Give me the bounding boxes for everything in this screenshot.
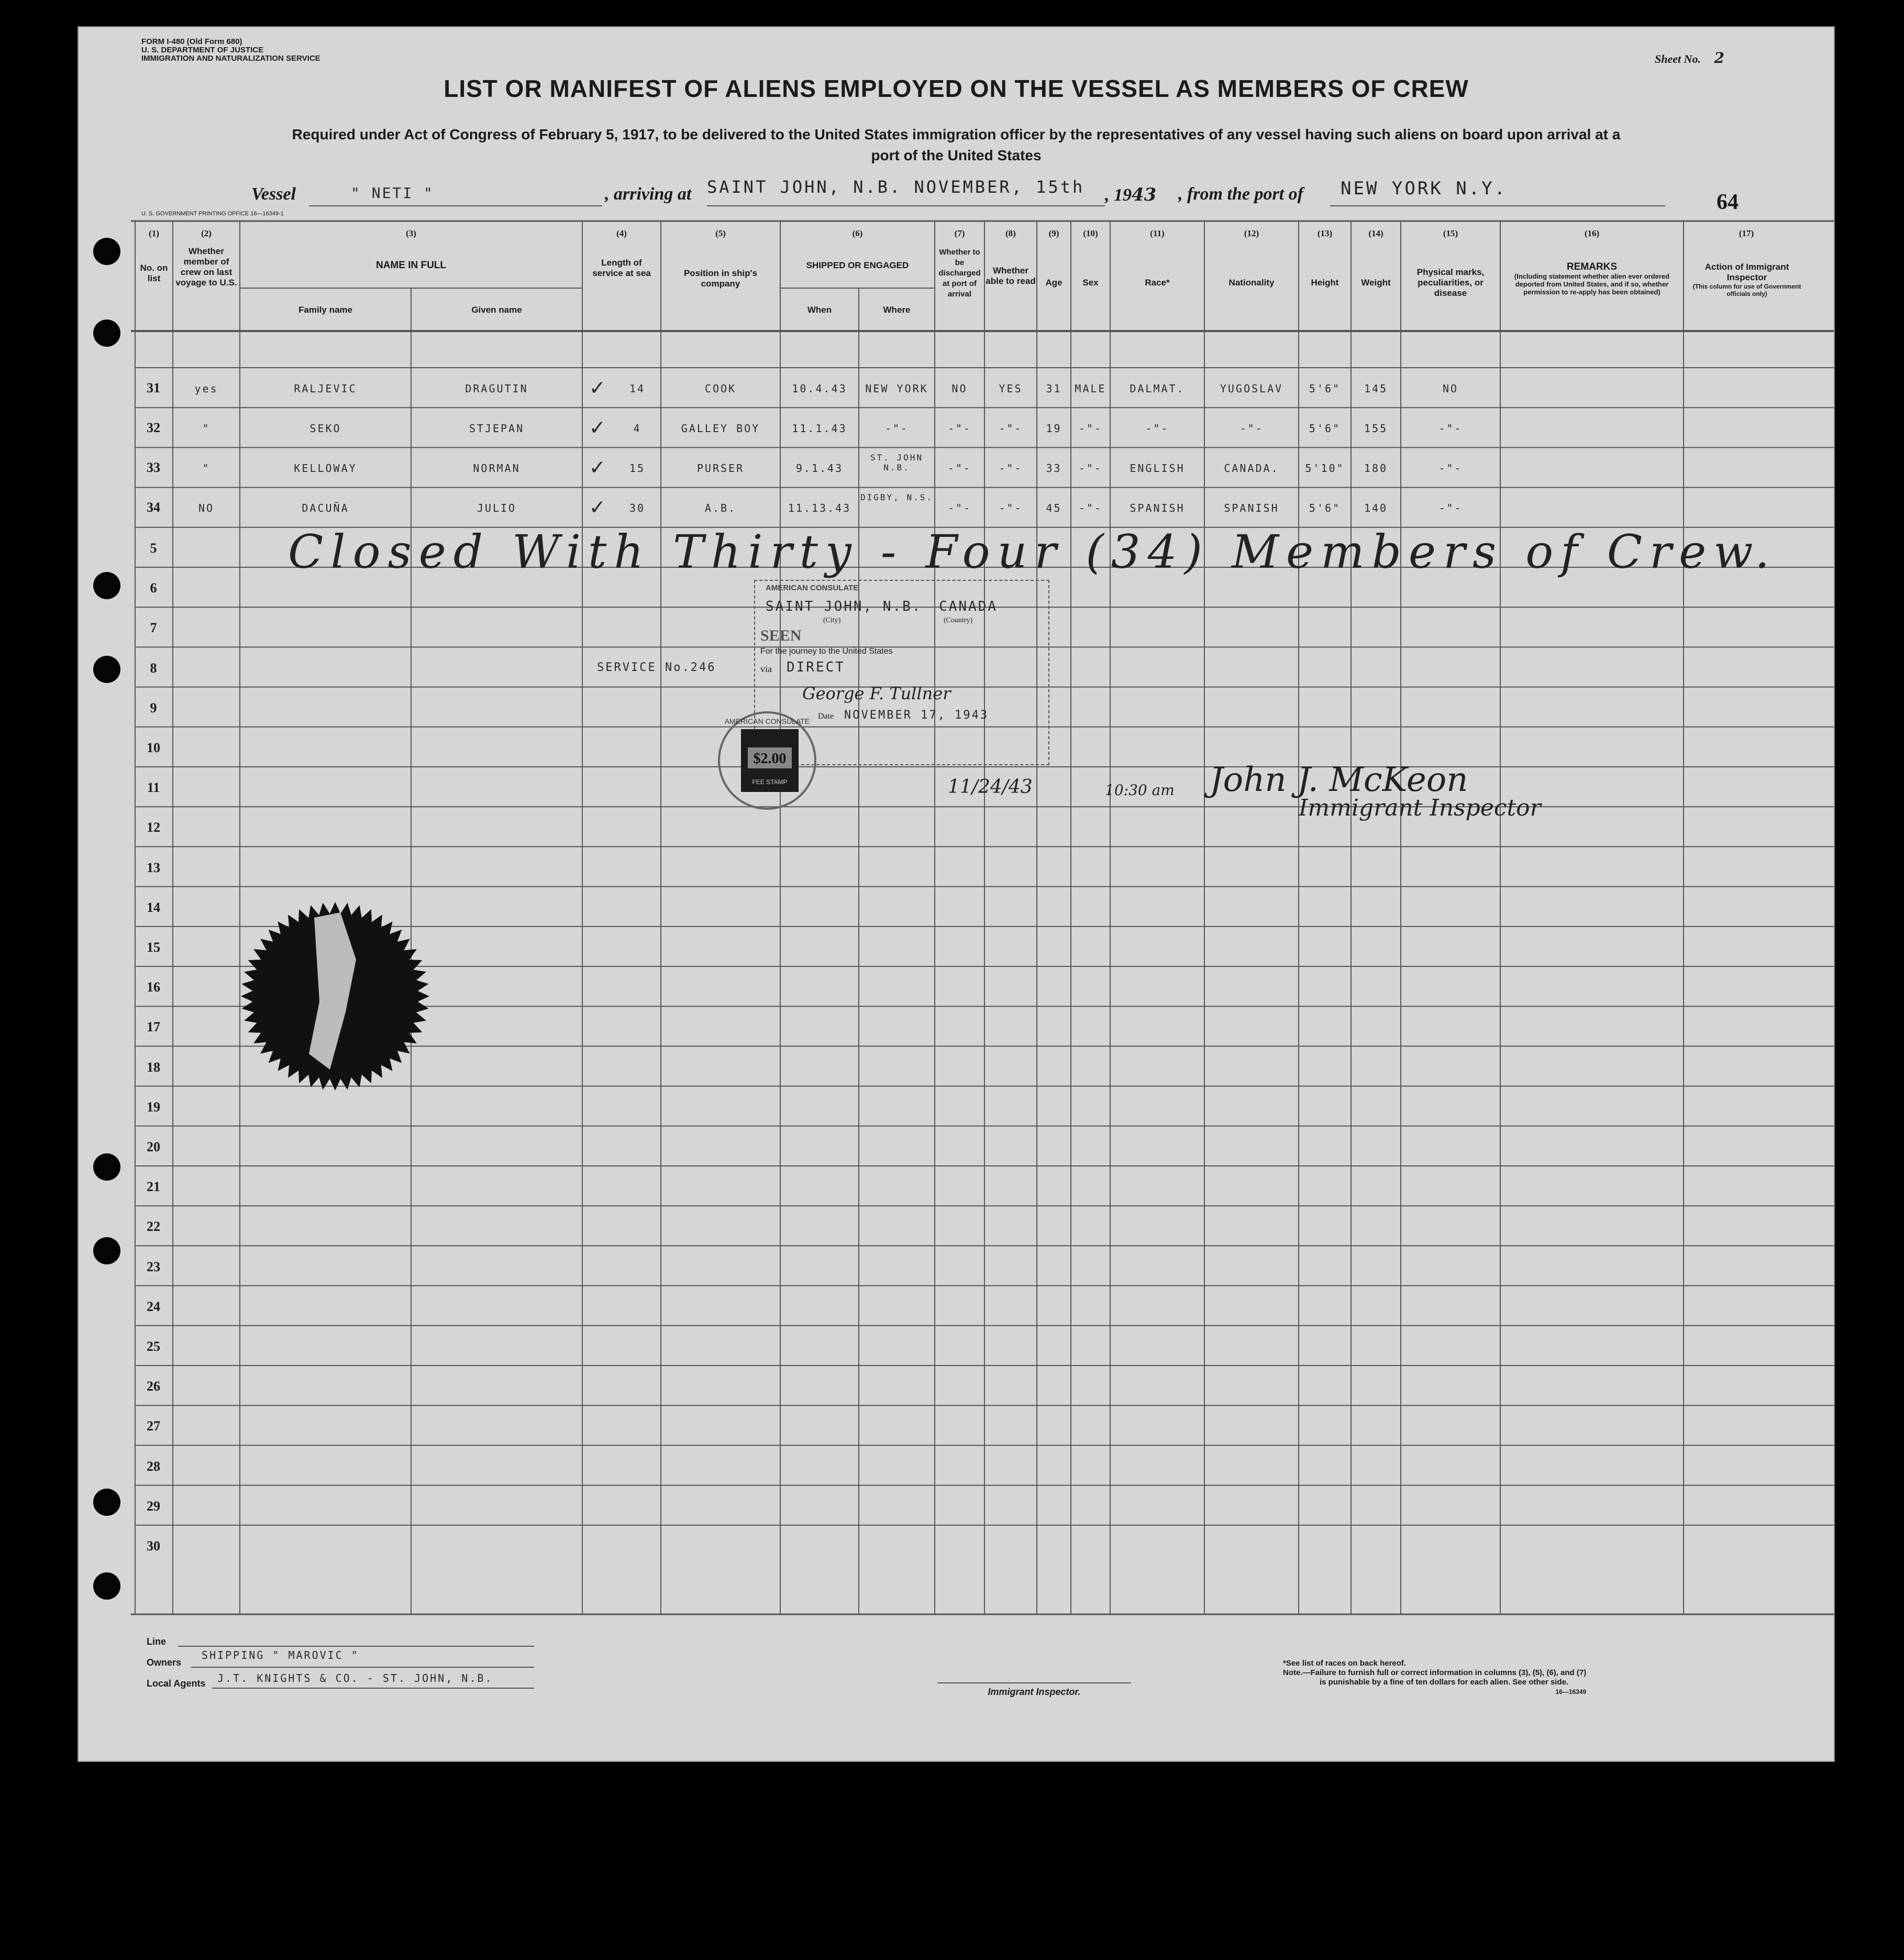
- cell-race: -"-: [1145, 422, 1169, 435]
- footer-agents-label: Local Agents: [147, 1678, 206, 1689]
- row-number: 5: [150, 541, 157, 556]
- manifest-sheet: [78, 26, 1835, 1762]
- col-header-where: Where: [883, 305, 911, 315]
- col-header-height: Height: [1311, 278, 1339, 288]
- row-number: 31: [147, 380, 160, 395]
- col-header-no: No. on list: [140, 263, 168, 283]
- cell-where: DIGBY, N.S.: [860, 492, 933, 502]
- row-number: 15: [147, 940, 160, 955]
- stamp-seen: SEEN: [760, 627, 802, 644]
- cell-age: 31: [1046, 382, 1062, 395]
- row-number: 7: [150, 620, 157, 636]
- page-number: 64: [1717, 190, 1739, 214]
- cell-family: SEKO: [309, 422, 341, 435]
- col-num: (2): [201, 228, 212, 238]
- cell-height: 5'6": [1309, 382, 1341, 395]
- cell-prior: ": [202, 422, 211, 435]
- col-num: (13): [1317, 228, 1333, 238]
- row-number: 13: [147, 860, 160, 875]
- inspector-signature: John J. McKeon: [1210, 761, 1468, 799]
- cell-given: NORMAN: [473, 462, 521, 475]
- cell-position: GALLEY BOY: [681, 422, 760, 435]
- cell-discharged: NO: [951, 382, 968, 395]
- col-header-remarks: REMARKS (Including statement whether alien ever ordered deported from United States, and if so, whether permission to re-apply has been obtained): [1514, 261, 1670, 296]
- row-number: 14: [147, 899, 160, 915]
- col-num: (12): [1244, 228, 1259, 238]
- cell-position: PURSER: [696, 462, 745, 475]
- cell-marks: -"-: [1438, 502, 1463, 514]
- cell-weight: 155: [1364, 422, 1388, 435]
- cell-where: ST. JOHN N.B.: [870, 453, 924, 472]
- cell-prior: ": [202, 462, 211, 475]
- cell-read: -"-: [999, 422, 1023, 435]
- cell-age: 33: [1046, 462, 1062, 475]
- cell-family: DACUÑA: [302, 502, 349, 514]
- cell-read: -"-: [999, 462, 1023, 475]
- printing-office: U. S. GOVERNMENT PRINTING OFFICE 16—16349-1: [141, 211, 284, 217]
- row-number: 8: [150, 660, 157, 676]
- cell-where: -"-: [884, 422, 909, 435]
- cell-discharged: -"-: [947, 502, 972, 514]
- row-number: 29: [147, 1498, 160, 1514]
- svg-text:AMERICAN CONSULATE: AMERICAN CONSULATE: [724, 717, 810, 725]
- cell-where: NEW YORK: [865, 382, 928, 395]
- col-header-marks: Physical marks, peculiarities, or disease: [1416, 267, 1485, 298]
- from-label: , from the port of: [1178, 184, 1303, 204]
- cell-sex: -"-: [1078, 502, 1103, 514]
- col-header-nationality: Nationality: [1228, 278, 1275, 288]
- col-header-given-name: Given name: [471, 305, 522, 315]
- svg-text:$2.00: $2.00: [753, 751, 787, 767]
- cell-when: 9.1.43: [795, 462, 844, 475]
- closing-note: Closed With Thirty - Four (34) Members of Crew.: [288, 525, 1777, 579]
- cell-check: ✓: [590, 414, 606, 441]
- cell-when: 11.13.43: [788, 502, 851, 514]
- vessel-label: Vessel: [251, 184, 296, 204]
- cell-age: 45: [1046, 502, 1062, 514]
- row-number: 9: [150, 700, 157, 715]
- cell-sex: -"-: [1078, 462, 1103, 475]
- col-header-when: When: [807, 305, 832, 315]
- cell-marks: -"-: [1438, 422, 1463, 435]
- cell-given: STJEPAN: [469, 422, 525, 435]
- col-num: (5): [715, 228, 726, 238]
- cell-given: JULIO: [477, 502, 517, 514]
- consulate-stamp: AMERICAN CONSULATE SAINT JOHN, N.B. CANADA (City) (Country) SEEN For the journey to the United States via DIRECT George F. Tullner Date NOVEMBER 17, 1943: [754, 580, 1049, 765]
- row-number: 16: [147, 979, 160, 995]
- col-num: (14): [1368, 228, 1383, 238]
- row-number: 30: [147, 1538, 160, 1554]
- service-no: SERVICE No.246: [597, 661, 716, 674]
- row-number: 19: [147, 1099, 160, 1115]
- row-number: 26: [147, 1379, 160, 1394]
- row-number: 28: [147, 1458, 160, 1474]
- row-number: 21: [147, 1179, 160, 1195]
- cell-race: DALMAT.: [1130, 382, 1185, 395]
- footer-owners: SHIPPING " MAROVIC ": [202, 1649, 359, 1661]
- cell-check: ✓: [590, 493, 606, 520]
- col-num: (1): [149, 228, 159, 238]
- col-header-age: Age: [1045, 278, 1062, 288]
- col-header-discharged: Whether to be discharged at port of arrival: [938, 248, 981, 299]
- col-header-position: Position in ship's company: [683, 268, 758, 289]
- row-number: 32: [147, 420, 160, 435]
- cell-check: ✓: [590, 374, 606, 401]
- row-number: 6: [150, 580, 157, 596]
- cell-race: SPANISH: [1130, 502, 1185, 514]
- arriving-value: SAINT JOHN, N.B. NOVEMBER, 15th: [707, 177, 1085, 197]
- cell-nationality: YUGOSLAV: [1220, 382, 1283, 395]
- cell-service: 4: [633, 422, 641, 435]
- row-number: 23: [147, 1259, 160, 1274]
- col-header-weight: Weight: [1361, 278, 1391, 288]
- footer-line-label: Line: [147, 1636, 167, 1647]
- footer-notes: *See list of races on back hereof. Note.—Failure to furnish full or correct information in columns (3), (5), (6), and (7) is punishable by a fine of ten dollars for each alien. See other side. 16—16349: [1283, 1659, 1587, 1695]
- cell-marks: -"-: [1438, 462, 1463, 475]
- stamp-city: SAINT JOHN, N.B.: [766, 599, 922, 614]
- cell-discharged: -"-: [947, 462, 972, 475]
- col-num: (17): [1739, 228, 1754, 238]
- cell-check: ✓: [590, 454, 606, 480]
- col-num: (6): [852, 228, 863, 238]
- ribbon-seal-icon: [236, 897, 435, 1096]
- row-number: 27: [147, 1418, 160, 1434]
- cell-when: 11.1.43: [792, 422, 847, 435]
- cell-when: 10.4.43: [792, 382, 847, 395]
- vessel-value: " NETI ": [351, 184, 434, 202]
- row-number: 12: [147, 820, 160, 835]
- row-number: 11: [147, 780, 160, 796]
- cell-weight: 145: [1364, 382, 1388, 395]
- col-num: (3): [406, 228, 416, 238]
- footer-owners-label: Owners: [147, 1657, 182, 1668]
- row-number: 20: [147, 1139, 160, 1154]
- cell-family: RALJEVIC: [294, 382, 357, 395]
- svg-text:FEE STAMP: FEE STAMP: [752, 778, 788, 786]
- col-num: (16): [1584, 228, 1600, 238]
- col-num: (7): [954, 228, 965, 238]
- fee-stamp: [712, 708, 827, 813]
- cell-height: 5'6": [1309, 502, 1341, 514]
- cell-height: 5'6": [1309, 422, 1341, 435]
- inspection-time: 10:30 am: [1105, 781, 1175, 799]
- arriving-label: , arriving at: [605, 184, 692, 204]
- stamp-date: NOVEMBER 17, 1943: [844, 709, 989, 722]
- col-header-service: Length of service at sea: [592, 258, 651, 278]
- cell-sex: -"-: [1078, 422, 1103, 435]
- cell-service: 14: [629, 382, 646, 395]
- cell-nationality: CANADA.: [1224, 462, 1279, 475]
- row-number: 24: [147, 1298, 160, 1314]
- cell-marks: NO: [1442, 382, 1459, 395]
- cell-discharged: -"-: [947, 422, 972, 435]
- cell-family: KELLOWAY: [294, 462, 357, 475]
- cell-given: DRAGUTIN: [465, 382, 528, 395]
- row-number: 17: [147, 1019, 160, 1035]
- col-header-shipped: SHIPPED OR ENGAGED: [806, 260, 909, 270]
- col-header-race: Race*: [1145, 278, 1170, 288]
- cell-service: 30: [629, 502, 646, 514]
- from-port-value: NEW YORK N.Y.: [1341, 178, 1508, 199]
- page-title: LIST OR MANIFEST OF ALIENS EMPLOYED ON THE VESSEL AS MEMBERS OF CREW: [444, 75, 1469, 102]
- row-number: 25: [147, 1339, 160, 1354]
- col-header-prior-voyage: Whether member of crew on last voyage to U.S.: [175, 246, 237, 288]
- col-header-action: Action of Immigrant Inspector (This column for use of Government officials only): [1692, 262, 1801, 298]
- subtitle: Required under Act of Congress of February 5, 1917, to be delivered to the United States immigration officer by the representatives of any vessel having such aliens on board upon arrival at a port of the United States: [292, 126, 1621, 163]
- inspection-date: 11/24/43: [948, 776, 1033, 798]
- col-num: (8): [1005, 228, 1016, 238]
- row-number: 34: [147, 500, 160, 515]
- col-num: (10): [1083, 228, 1098, 238]
- cell-weight: 180: [1364, 462, 1388, 475]
- cell-nationality: -"-: [1239, 422, 1264, 435]
- cell-position: A.B.: [704, 502, 737, 514]
- cell-read: -"-: [999, 502, 1023, 514]
- form-id: FORM I-480 (Old Form 680) U. S. DEPARTMENT OF JUSTICE IMMIGRATION AND NATURALIZATION SERVICE: [141, 37, 320, 63]
- footer-inspector-label: Immigrant Inspector.: [988, 1687, 1081, 1697]
- year-label: , 1943: [1105, 184, 1157, 205]
- cell-age: 19: [1046, 422, 1062, 435]
- col-num: (15): [1443, 228, 1458, 238]
- inspector-title: Immigrant Inspector: [1299, 795, 1541, 821]
- cell-prior: yes: [194, 382, 218, 395]
- cell-sex: MALE: [1075, 382, 1106, 395]
- cell-prior: NO: [198, 502, 215, 514]
- col-header-family-name: Family name: [298, 305, 352, 315]
- col-header-sex: Sex: [1082, 278, 1099, 288]
- cell-service: 15: [629, 462, 646, 475]
- cell-nationality: SPANISH: [1224, 502, 1279, 514]
- row-number: 18: [147, 1059, 160, 1075]
- col-num: (4): [616, 228, 627, 238]
- cell-race: ENGLISH: [1130, 462, 1185, 475]
- col-header-name: NAME IN FULL: [375, 260, 447, 271]
- row-number: 10: [147, 740, 160, 755]
- row-number: 33: [147, 460, 160, 475]
- cell-position: COOK: [704, 382, 737, 395]
- cell-height: 5'10": [1305, 462, 1345, 475]
- stamp-country: CANADA: [939, 599, 998, 614]
- stamp-signature: George F. Tullner: [802, 684, 951, 703]
- stamp-via: DIRECT: [787, 659, 845, 675]
- col-num: (9): [1048, 228, 1059, 238]
- footer-agents: J.T. KNIGHTS & CO. - ST. JOHN, N.B.: [217, 1672, 493, 1684]
- cell-weight: 140: [1364, 502, 1388, 514]
- row-number: 22: [147, 1219, 160, 1235]
- cell-read: YES: [999, 382, 1023, 395]
- col-header-read: Whether able to read: [986, 266, 1036, 286]
- col-num: (11): [1150, 228, 1165, 238]
- sheet-number: Sheet No. 2: [1655, 49, 1724, 67]
